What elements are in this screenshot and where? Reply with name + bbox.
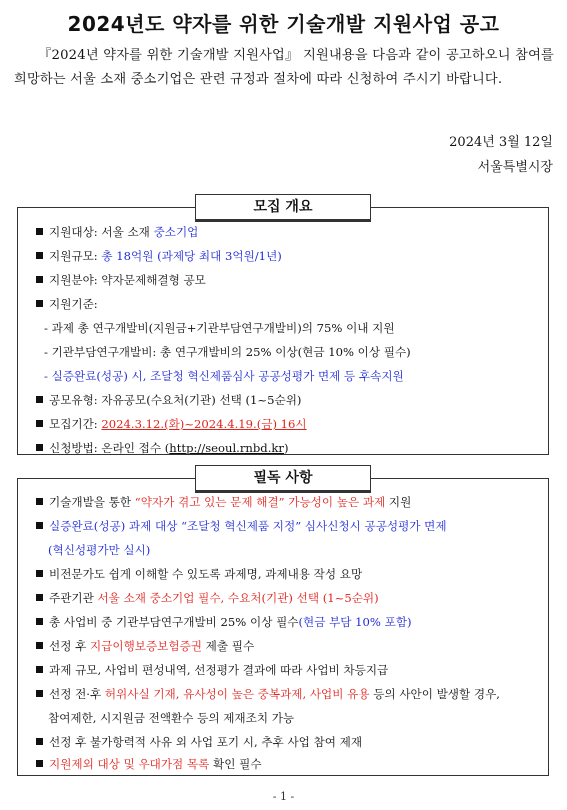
- bullet-icon: [36, 498, 43, 505]
- bullet-icon: [36, 594, 43, 601]
- overview-apply: 신청방법: 온라인 접수 (http://seoul.rnbd.kr): [36, 440, 289, 456]
- bullet-icon: [36, 666, 43, 673]
- overview-type: 공모유형: 자유공모(수요처(기관) 선택 (1~5순위): [36, 392, 301, 408]
- announcement-date: 2024년 3월 12일: [449, 135, 553, 150]
- note-item: 비전문가도 쉽게 이해할 수 있도록 과제명, 과제내용 작성 요망: [36, 566, 362, 582]
- notes-box: [17, 470, 549, 776]
- note-item-continued: (혁신성평가만 실시): [48, 543, 151, 557]
- note-item: 기술개발을 통한 “약자가 겪고 있는 문제 해결” 가능성이 높은 과제 지원: [36, 494, 411, 510]
- bullet-icon: [36, 276, 43, 283]
- note-item: 총 사업비 중 기관부담연구개발비 25% 이상 필수(현금 부담 10% 포함): [36, 614, 412, 630]
- note-item: 주관기관 서울 소재 중소기업 필수, 수요처(기관) 선택 (1~5순위): [36, 590, 379, 606]
- overview-target: 지원대상: 서울 소재 중소기업: [36, 224, 198, 240]
- note-item-continued: 참여제한, 시지원금 전액환수 등의 제재조치 가능: [48, 711, 295, 725]
- criteria-item: - 실증완료(성공) 시, 조달청 혁신제품심사 공공성평가 면제 등 후속지원: [44, 369, 404, 383]
- bullet-icon: [36, 300, 43, 307]
- overview-heading: 모집 개요: [195, 194, 371, 222]
- note-item: 선정 후 지급이행보증보험증권 제출 필수: [36, 638, 254, 654]
- page-title: 2024년도 약자를 위한 기술개발 지원사업 공고: [67, 12, 500, 36]
- bullet-icon: [36, 570, 43, 577]
- bullet-icon: [36, 252, 43, 259]
- bullet-icon: [36, 618, 43, 625]
- notes-heading: 필독 사항: [195, 465, 371, 493]
- bullet-icon: [36, 228, 43, 235]
- issuer: 서울특별시장: [477, 160, 553, 175]
- criteria-item: - 기관부담연구개발비: 총 연구개발비의 25% 이상(현금 10% 이상 필수): [44, 345, 411, 359]
- note-item: 지원제외 대상 및 우대가점 목록 확인 필수: [36, 756, 262, 772]
- bullet-icon: [36, 738, 43, 745]
- bullet-icon: [36, 690, 43, 697]
- bullet-icon: [36, 522, 43, 529]
- overview-scale: 지원규모: 총 18억원 (과제당 최대 3억원/1년): [36, 248, 282, 264]
- intro-paragraph: 『2024년 약자를 위한 기술개발 지원사업』 지원내용을 다음과 같이 공고하오니 참여를 희망하는 서울 소재 중소기업은 관련 규정과 절차에 따라 신청하여 주시기 바랍니다.: [14, 48, 554, 87]
- bullet-icon: [36, 420, 43, 427]
- note-item: 실증완료(성공) 과제 대상 “조달청 혁신제품 지정” 심사신청시 공공성평가 면제: [36, 518, 447, 534]
- overview-field: 지원분야: 약자문제해결형 공모: [36, 272, 206, 288]
- overview-criteria: 지원기준:: [36, 296, 98, 312]
- overview-period: 모집기간: 2024.3.12.(화)~2024.4.19.(금) 16시: [36, 416, 307, 432]
- bullet-icon: [36, 642, 43, 649]
- bullet-icon: [36, 444, 43, 451]
- criteria-item: - 과제 총 연구개발비(지원금+기관부담연구개발비)의 75% 이내 지원: [44, 321, 395, 335]
- apply-link[interactable]: http://seoul.rnbd.kr: [169, 441, 284, 455]
- overview-box: [17, 199, 549, 455]
- note-item: 과제 규모, 사업비 편성내역, 선정평가 결과에 따라 사업비 차등지급: [36, 662, 388, 678]
- note-item: 선정 후 불가항력적 사유 외 사업 포기 시, 추후 사업 참여 제재: [36, 734, 362, 750]
- bullet-icon: [36, 760, 43, 767]
- page-number: - 1 -: [272, 790, 295, 803]
- bullet-icon: [36, 396, 43, 403]
- note-item: 선정 전·후 허위사실 기재, 유사성이 높은 중복과제, 사업비 유용 등의 사안이 발생할 경우,: [36, 686, 500, 702]
